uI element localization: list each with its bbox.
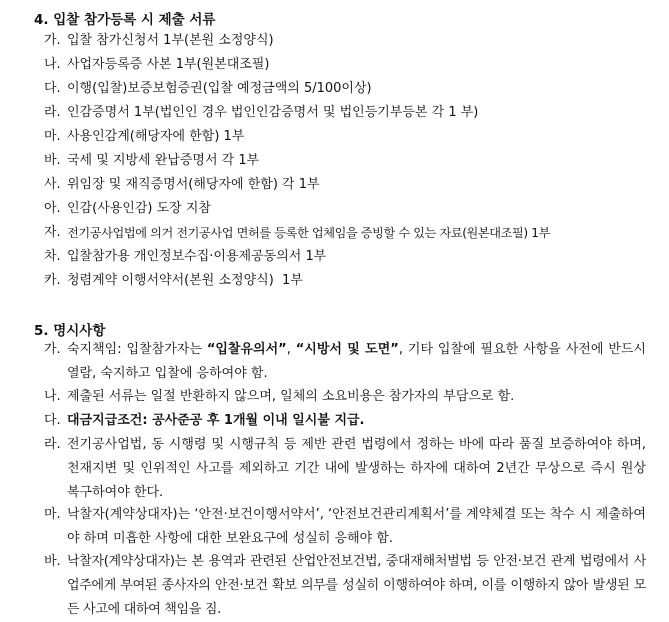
list-item [44, 173, 646, 197]
list-marker: 바. [44, 554, 61, 569]
list-item-text: 대금지급조건: 공사준공 후 1개월 이내 일시불 지급. [67, 413, 365, 428]
list-marker: 카. [44, 273, 61, 288]
list-marker: 다. [44, 413, 61, 428]
list-item-text: 이행(입찰)보증보험증권(입찰 예정금액의 5/100이상) [67, 81, 372, 96]
list-item [44, 101, 646, 125]
list-marker: 마. [44, 507, 61, 522]
item-text-part: , [286, 342, 296, 357]
list-marker: 라. [44, 437, 61, 452]
list-item [44, 53, 646, 77]
list-marker: 나. [44, 57, 61, 72]
list-item-text: 낙찰자(계약상대자)는 본 용역과 관련된 산업안전보건법, 중대재해처벌법 등 안전·보건 관계 법령에서 사업주에게 부여된 종사자의 안전·보건 확보 의무를 성실히 이행하여야 하며, 이를 이행하지 않아 발생된 모든 사고에 대하여 책임을 짐. [67, 554, 646, 617]
list-item-text: 청렴계약 이행서약서(본원 소정양식) 1부 [67, 273, 303, 288]
list-item [44, 77, 646, 101]
item-text-part: , 기타 입찰에 필요한 사항을 사전에 반드시 열람, 숙지하고 입찰에 응하여야 함. [67, 342, 646, 381]
list-marker: 다. [44, 81, 61, 96]
list-marker: 나. [44, 389, 61, 404]
list-item [44, 125, 646, 149]
item-text-part: 숙지책임: 입찰참가자는 [67, 342, 207, 357]
list-marker: 라. [44, 105, 61, 120]
list-item [44, 149, 646, 173]
list-item-text: 사용인감계(해당자에 한함) 1부 [67, 129, 245, 144]
list-item [44, 245, 646, 269]
list-item [44, 385, 646, 409]
list-marker: 마. [44, 129, 61, 144]
list-marker: 자. [44, 225, 61, 240]
list-item-text: 인감증명서 1부(법인인 경우 법인인감증명서 및 법인등기부등본 각 1 부) [67, 105, 479, 120]
list-marker: 가. [44, 33, 61, 48]
list-item-text [67, 338, 646, 386]
list-item-text: 국세 및 지방세 완납증명서 각 1부 [67, 153, 260, 168]
section-4-title: 4. 입찰 참가등록 시 제출 서류 [34, 12, 216, 28]
list-item-text: 제출된 서류는 일절 반환하지 않으며, 일체의 소요비용은 참가자의 부담으로 함. [67, 389, 515, 404]
list-item [44, 433, 646, 505]
list-item [44, 197, 646, 221]
emphasis-text: “입찰유의서” [206, 342, 287, 357]
list-marker: 가. [44, 342, 61, 357]
list-marker: 차. [44, 249, 61, 264]
list-item [44, 503, 646, 551]
list-item-text: 위임장 및 재직증명서(해당자에 한함) 각 1부 [67, 177, 320, 192]
list-marker: 아. [44, 201, 61, 216]
list-item-text: 낙찰자(계약상대자)는 ‘안전·보건이행서약서’, ‘안전보건관리계획서’를 계약체결 또는 착수 시 제출하여야 하며 미흡한 사항에 대한 보완요구에 성실히 응해야 함. [67, 507, 646, 546]
list-item [44, 221, 646, 245]
list-item [44, 269, 646, 293]
list-marker: 바. [44, 153, 61, 168]
list-item [44, 29, 646, 53]
list-item-text: 전기공사업법에 의거 전기공사업 면허를 등록한 업체임을 증빙할 수 있는 자료(원본대조필) 1부 [67, 226, 550, 240]
list-item [44, 550, 646, 622]
section-5-title: 5. 명시사항 [34, 323, 106, 339]
list-item-text: 입찰참가용 개인정보수집·이용제공동의서 1부 [67, 249, 327, 264]
list-item-text: 전기공사업법, 동 시행령 및 시행규칙 등 제반 관련 법령에서 정하는 바에 따라 품질 보증하여야 하며, 천재지변 및 인위적인 사고를 제외하고 기간 내에 발생하는 하자에 대하여 2년간 무상으로 즉시 원상 복구하여야 한다. [67, 437, 646, 500]
list-item-text: 사업자등록증 사본 1부(원본대조필) [67, 57, 270, 72]
list-marker: 사. [44, 177, 61, 192]
list-item-text: 인감(사용인감) 도장 지참 [67, 201, 211, 216]
list-item [44, 409, 646, 433]
list-item-text: 입찰 참가신청서 1부(본원 소정양식) [67, 33, 274, 48]
emphasis-text: “시방서 및 도면” [295, 342, 399, 357]
list-item [44, 338, 646, 386]
